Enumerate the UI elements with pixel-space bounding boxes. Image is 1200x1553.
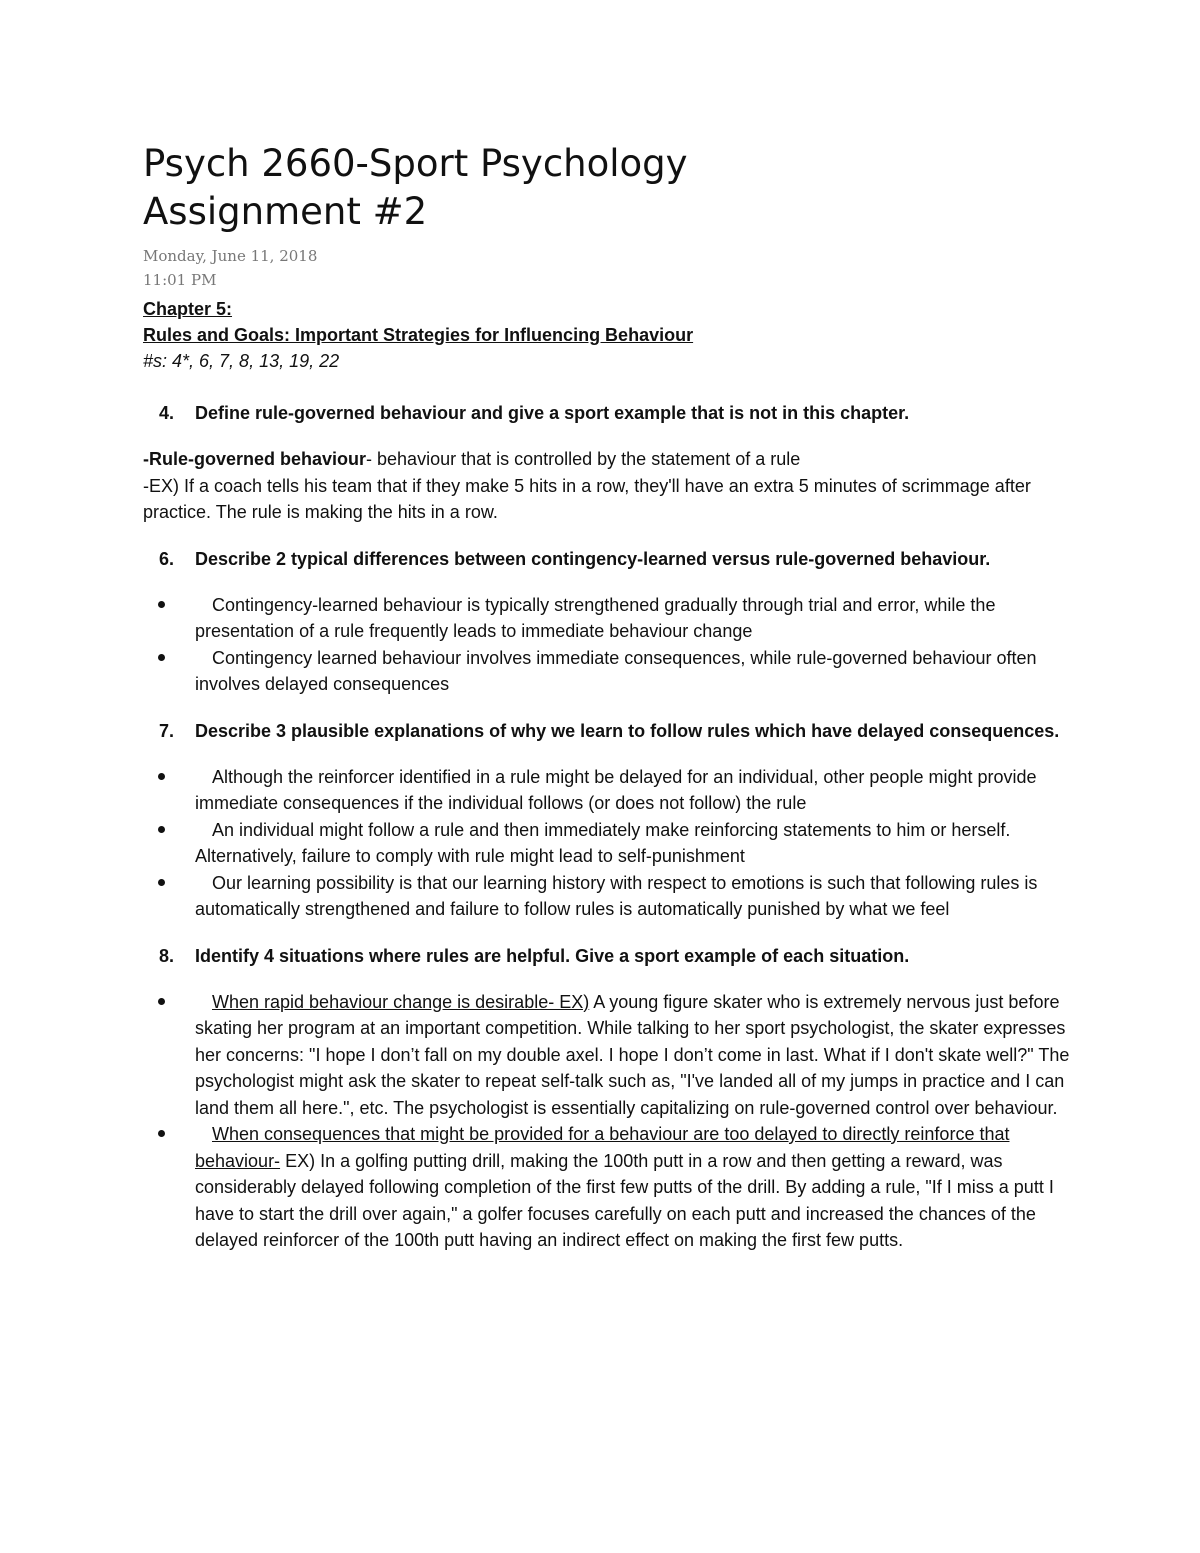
q8-answer-list xyxy=(143,989,1073,1254)
q4-example: -EX) If a coach tells his team that if they make 5 hits in a row, they'll have an extra 5 minutes of scrimmage after practice. The rule is making the hits in a row. xyxy=(143,475,1031,522)
list-item-text: A young figure skater who is extremely nervous just before skating her program at an important competition. While talking to her sport psychologist, the skater expresses her concerns: "I hope I don’t fall on my double axel. I hope I don’t come in last. What if I don't skate well?" The psychologist might ask the skater to repeat self-talk such as, "I've landed all of my jumps in practice and I can land them all here.", etc. The psychologist is essentially capitalizing on rule-governed control over behaviour. xyxy=(195,991,1070,1118)
bullet-icon xyxy=(158,654,165,661)
list-item xyxy=(143,1121,1073,1254)
bullet-icon xyxy=(158,879,165,886)
page-title-line-1: Psych 2660-Sport Psychology xyxy=(143,142,688,185)
question-8 xyxy=(143,943,1073,969)
bullet-icon xyxy=(158,998,165,1005)
question-numbers: #s: 4*, 6, 7, 8, 13, 19, 22 xyxy=(143,351,340,371)
bullet-icon xyxy=(158,773,165,780)
question-text: Describe 2 typical differences between contingency-learned versus rule-governed behaviour. xyxy=(195,548,991,569)
question-number: 7. xyxy=(159,720,175,741)
page-content xyxy=(143,140,1073,1254)
question-7 xyxy=(143,718,1073,744)
list-item xyxy=(143,989,1073,1122)
q4-definition-term: -Rule-governed behaviour xyxy=(143,449,367,469)
chapter-title: Rules and Goals: Important Strategies for Influencing Behaviour xyxy=(143,325,694,345)
list-item xyxy=(143,645,1073,698)
list-item xyxy=(143,817,1073,870)
page-title-line-2: Assignment #2 xyxy=(143,190,428,233)
question-text: Define rule-governed behaviour and give a sport example that is not in this chapter. xyxy=(195,403,910,423)
question-4 xyxy=(143,400,1073,426)
list-item-text: Although the reinforcer identified in a rule might be delayed for an individual, other people might provide immediate consequences if the individual follows (or does not follow) the rule xyxy=(195,766,1037,813)
list-item-text: Contingency learned behaviour involves immediate consequences, while rule-governed behaviour often involves delayed consequences xyxy=(195,647,1037,694)
chapter-heading: Chapter 5: xyxy=(143,299,233,319)
q4-definition-text: - behaviour that is controlled by the statement of a rule xyxy=(366,449,801,469)
q4-definition xyxy=(143,446,1073,473)
bullet-icon xyxy=(158,601,165,608)
list-item xyxy=(143,764,1073,817)
list-item-text: An individual might follow a rule and then immediately make reinforcing statements to him or herself. Alternatively, failure to comply with rule might lead to self-punishment xyxy=(195,819,1011,866)
list-item-text: Contingency-learned behaviour is typically strengthened gradually through trial and error, while the presentation of a rule frequently leads to immediate behaviour change xyxy=(195,594,996,641)
list-item-text: EX) In a golfing putting drill, making the 100th putt in a row and then getting a reward, was considerably delayed following completion of the first few putts of the drill. By adding a rule, "If I miss a putt I have to start the drill over again," a golfer focuses carefully on each putt and increased the chances of the delayed reinforcer of the 100th putt having an indirect effect on making the first few putts. xyxy=(195,1150,1054,1250)
time-stamp: 11:01 PM xyxy=(143,271,217,289)
question-text: Identify 4 situations where rules are helpful. Give a sport example of each situation. xyxy=(195,945,910,966)
q7-answer-list xyxy=(143,764,1073,923)
bullet-icon xyxy=(158,1130,165,1137)
question-6 xyxy=(143,546,1073,572)
question-number: 4. xyxy=(159,403,175,423)
list-item-heading: When rapid behaviour change is desirable- EX) xyxy=(212,991,590,1012)
list-item xyxy=(143,592,1073,645)
bullet-icon xyxy=(158,826,165,833)
list-item-heading: When consequences that might be provided for a behaviour are too delayed to directly reinforce that behaviour- xyxy=(195,1124,1010,1171)
date-stamp: Monday, June 11, 2018 xyxy=(143,247,318,265)
question-number: 6. xyxy=(159,548,175,569)
list-item xyxy=(143,870,1073,923)
question-text: Describe 3 plausible explanations of why we learn to follow rules which have delayed consequences. xyxy=(195,720,1060,741)
list-item-text: Our learning possibility is that our learning history with respect to emotions is such that following rules is automatically strengthened and failure to follow rules is automatically punished by what we feel xyxy=(195,872,1038,919)
question-number: 8. xyxy=(159,945,175,966)
q6-answer-list xyxy=(143,592,1073,698)
